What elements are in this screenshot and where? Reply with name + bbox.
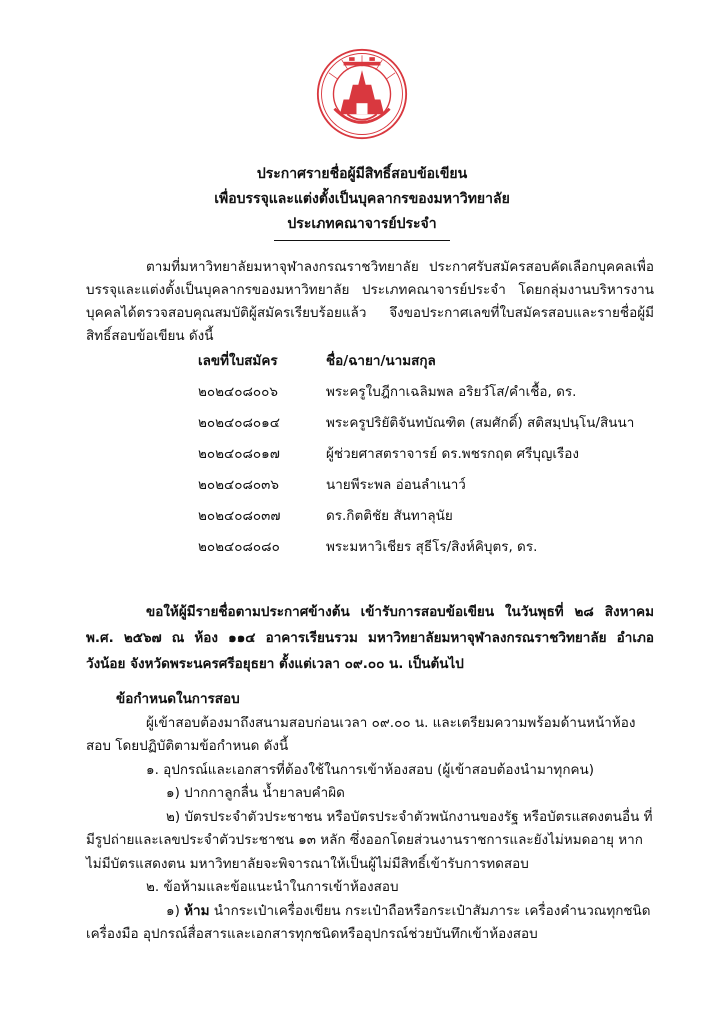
rules-heading: ข้อกำหนดในการสอบ	[116, 691, 240, 707]
exam-rules	[86, 688, 654, 947]
rule-item-1-2: ๒) บัตรประจำตัวประชาชน หรือบัตรประจำตัวพนักงานของรัฐ หรือบัตรแสดงตนอื่น ที่มีรูปถ่ายและเลขประจำตัวประชาชน ๑๓ หลัก ซึ่งออกโดยส่วนงานราชการและยังไม่หมดอายุ หากไม่มีบัตรแสดงตน มหาวิทยาลัยจะพิจารณาให้เป็นผู้ไม่มีสิทธิ์เข้ารับการทดสอบ	[86, 808, 653, 872]
title-block	[0, 162, 724, 241]
list-item	[198, 377, 638, 408]
list-item	[198, 408, 638, 439]
applicant-name: พระมหาวิเชียร สุธีโร/สิงห์คิบุตร, ดร.	[326, 539, 538, 556]
exam-announcement	[86, 599, 654, 677]
rule-item-1: ๑. อุปกรณ์และเอกสารที่ต้องใช้ในการเข้าห้องสอบ (ผู้เข้าสอบต้องนำมาทุกคน)	[146, 761, 595, 778]
intro-text: ตามที่มหาวิทยาลัยมหาจุฬาลงกรณราชวิทยาลัย ประกาศรับสมัครสอบคัดเลือกบุคคลเพื่อบรรจุและแต่งตั้งเป็นบุคลากรของมหาวิทยาลัย ประเภทคณาจารย์ประจำ โดยกลุ่มงานบริหารงานบุคคลได้ตรวจสอบคุณสมบัติผู้สมัครเรียบร้อยแล้ว จึงขอประกาศเลขที่ใบสมัครสอบและรายชื่อผู้มีสิทธิ์สอบข้อเขียน ดังนี้	[86, 259, 654, 344]
application-number: ๒๐๒๔๐๘๐๑๗	[198, 446, 280, 463]
applicant-name: ผู้ช่วยศาสตราจารย์ ดร.พชรกฤต ศรีบุญเรือง	[326, 446, 579, 463]
rule-item-1-1: ๑) ปากกาลูกลื่น น้ำยาลบคำผิด	[166, 785, 345, 801]
applicant-list-header	[198, 346, 638, 377]
applicant-name: พระครูปริยัติจันทบัณฑิต (สมศักดิ์) สติสมฺปนฺโน/สินนา	[326, 415, 635, 432]
announcement-text: ขอให้ผู้มีรายชื่อตามประกาศข้างต้น เข้ารับการสอบข้อเขียน ในวันพุธที่ ๒๘ สิงหาคม พ.ศ. ๒๕๖๗ ณ ห้อง ๑๑๔ อาคารเรียนรวม มหาวิทยาลัยมหาจุฬาลงกรณราชวิทยาลัย อำเภอวังน้อย จังหวัดพระนครศรีอยุธยา ตั้งแต่เวลา ๐๙.๐๐ น. เป็นต้นไป	[86, 604, 654, 672]
title-line-1: ประกาศรายชื่อผู้มีสิทธิ์สอบข้อเขียน	[256, 166, 468, 182]
rule-item-2-1-text: นำกระเป๋าเครื่องเขียน กระเป๋าถือหรือกระเป๋าสัมภาระ เครื่องคำนวณทุกชนิด เครื่องมือ อุปกรณ์สื่อสารและเอกสารทุกชนิดหรืออุปกรณ์ช่วยบันทึกเข้าห้องสอบ	[86, 902, 651, 942]
application-number: ๒๐๒๔๐๘๐๘๐	[198, 539, 280, 556]
title-underline	[274, 240, 450, 241]
rule-item-2-1	[86, 900, 654, 947]
university-seal-icon	[316, 48, 408, 140]
list-item	[198, 439, 638, 470]
header-application-number: เลขที่ใบสมัคร	[198, 353, 278, 370]
intro-paragraph	[86, 256, 654, 348]
rules-preamble: ผู้เข้าสอบต้องมาถึงสนามสอบก่อนเวลา ๐๙.๐๐ น. และเตรียมความพร้อมด้านหน้าห้องสอบ โดยปฏิบัติตามข้อกำหนด ดังนี้	[86, 714, 636, 754]
applicant-list	[198, 346, 638, 563]
title-line-2: เพื่อบรรจุและแต่งตั้งเป็นบุคลากรของมหาวิทยาลัย	[214, 191, 510, 207]
application-number: ๒๐๒๔๐๘๐๐๖	[198, 384, 278, 401]
rule-item-2: ๒. ข้อห้ามและข้อแนะนำในการเข้าห้องสอบ	[146, 879, 399, 895]
title-line-3: ประเภทคณาจารย์ประจำ	[287, 216, 437, 232]
applicant-name: ดร.กิตติชัย สันทาลุนัย	[326, 508, 453, 525]
application-number: ๒๐๒๔๐๘๐๓๖	[198, 477, 279, 494]
list-item	[198, 532, 638, 563]
applicant-name: นายพีระพล อ่อนลำเนาว์	[326, 477, 466, 494]
application-number: ๒๐๒๔๐๘๐๓๗	[198, 508, 281, 525]
rule-item-2-1-number: ๑)	[166, 902, 180, 919]
header-name: ชื่อ/ฉายา/นามสกุล	[326, 353, 436, 370]
rule-prohibition-word: ห้าม	[184, 902, 210, 919]
applicant-name: พระครูใบฎีกาเฉลิมพล อริยวํโส/คำเชื้อ, ดร.	[326, 384, 577, 401]
application-number: ๒๐๒๔๐๘๐๑๔	[198, 415, 280, 432]
list-item	[198, 501, 638, 532]
list-item	[198, 470, 638, 501]
